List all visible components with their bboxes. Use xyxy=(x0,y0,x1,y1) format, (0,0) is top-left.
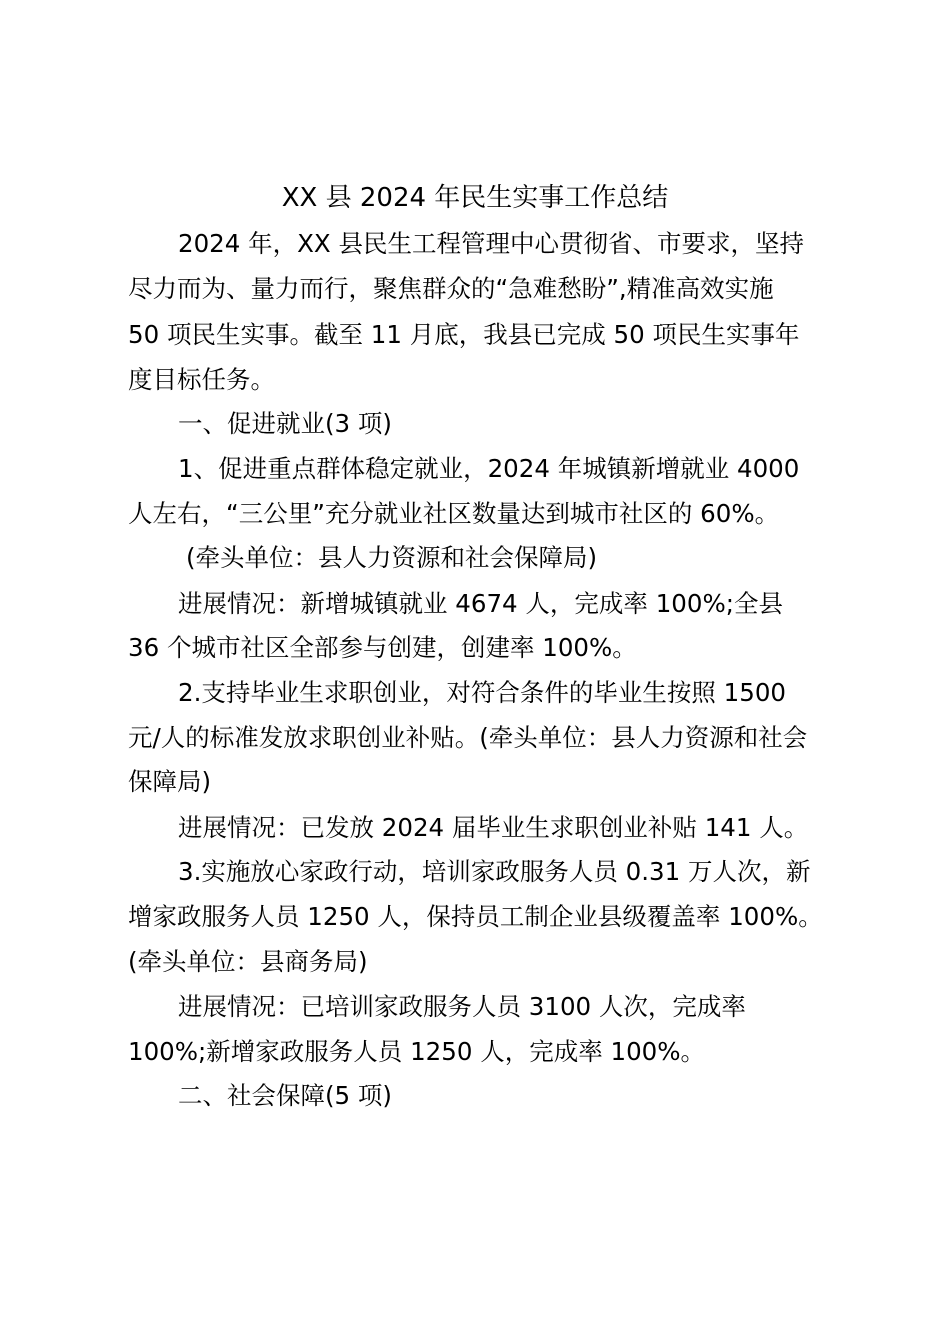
progress-line: 进展情况：已培训家政服务人员 3100 人次，完成率 xyxy=(178,992,746,1021)
progress-line: 36 个城市社区全部参与创建，创建率 100%。 xyxy=(128,633,637,662)
paragraph-line: 50 项民生实事。截至 11 月底，我县已完成 50 项民生实事年 xyxy=(128,320,800,349)
paragraph-line: 1、促进重点群体稳定就业，2024 年城镇新增就业 4000 xyxy=(178,454,800,483)
paragraph-line: 3.实施放心家政行动，培训家政服务人员 0.31 万人次，新 xyxy=(178,857,811,886)
paragraph-line: 元/人的标准发放求职创业补贴。(牵头单位：县人力资源和社会 xyxy=(128,723,808,752)
progress-line: 进展情况：已发放 2024 届毕业生求职创业补贴 141 人。 xyxy=(178,813,809,842)
paragraph-line: 度目标任务。 xyxy=(128,365,275,394)
paragraph-line: 保障局) xyxy=(128,767,212,796)
paragraph-line: 尽力而为、量力而行，聚焦群众的“急难愁盼”,精准高效实施 xyxy=(128,274,774,303)
progress-line: 100%;新增家政服务人员 1250 人，完成率 100%。 xyxy=(128,1037,706,1066)
lead-unit-line: (牵头单位：县人力资源和社会保障局) xyxy=(186,543,598,572)
paragraph-line: 增家政服务人员 1250 人，保持员工制企业县级覆盖率 100%。 xyxy=(128,902,823,931)
lead-unit-line: (牵头单位：县商务局) xyxy=(128,947,368,976)
paragraph-line: 2.支持毕业生求职创业，对符合条件的毕业生按照 1500 xyxy=(178,678,787,707)
document-title: XX 县 2024 年民生实事工作总结 xyxy=(281,183,669,213)
paragraph-line: 2024 年，XX 县民生工程管理中心贯彻省、市要求，坚持 xyxy=(178,229,804,258)
paragraph-line: 人左右，“三公里”充分就业社区数量达到城市社区的 60%。 xyxy=(128,499,780,528)
section-heading: 一、促进就业(3 项) xyxy=(178,409,392,438)
progress-line: 进展情况：新增城镇就业 4674 人，完成率 100%;全县 xyxy=(178,589,784,618)
section-heading: 二、社会保障(5 项) xyxy=(178,1081,392,1110)
